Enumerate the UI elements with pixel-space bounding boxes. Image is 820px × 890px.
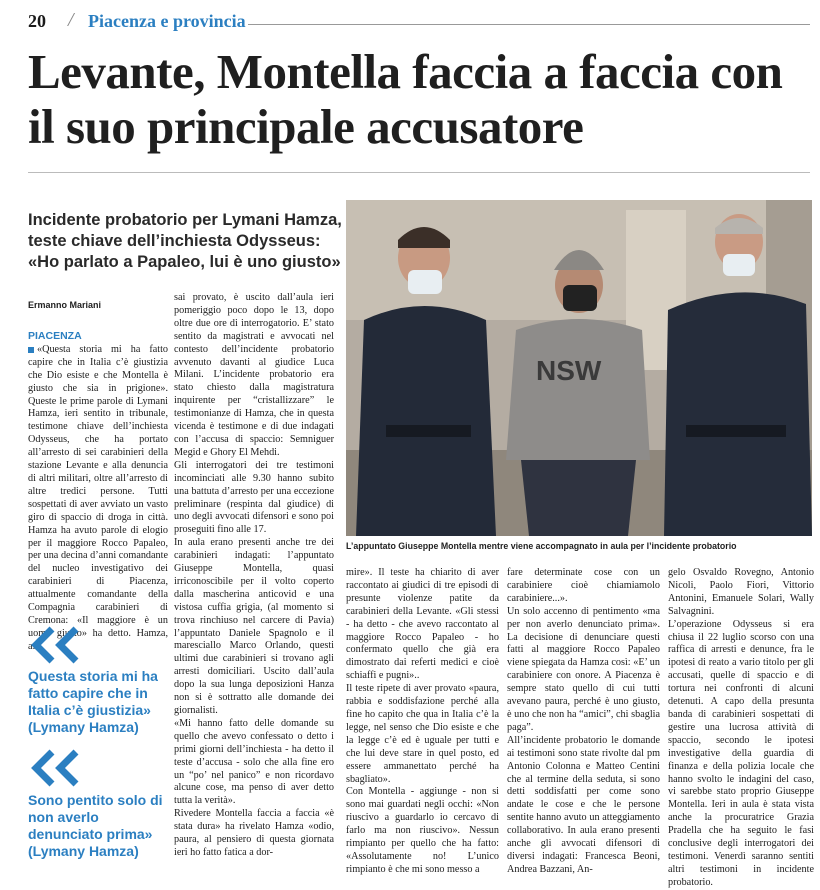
page-number: 20 <box>28 11 46 31</box>
article-body-3c: Con Montella - aggiunge - non si sono mai guardati negli occhi: «Non riuscivo a guardarlo io cercavo di farlo ma non riuscivo». Nessun rimpianto per quello che ha fatto: «Assolutamente no! L’unico rimpianto è che mi sono messo a <box>346 786 499 875</box>
page-header <box>28 8 810 34</box>
article-column-1 <box>28 330 168 654</box>
section-name: Piacenza e provincia <box>88 11 246 31</box>
quote-mark-icon <box>30 625 90 665</box>
article-body-5a: gelo Osvaldo Rovegno, Antonio Nicoli, Paolo Fiori, Vittorio Antonini, Emanuele Solari, Wally Salvagnini. <box>668 567 814 617</box>
dateline-place: PIACENZA <box>28 330 82 342</box>
article-column-5 <box>668 567 814 890</box>
article-body-5b: L’operazione Odysseus si era chiusa il 22 luglio scorso con una raffica di arresti e denunce, fra le ipotesi di reato a vario titolo per gli accusati, quelle di spaccio e di tortura nei confronti di alcuni detenuti. A capo della presunta banda di carabinieri sospettati di gestire una lucrosa attività di spaccio, secondo le ipotesi investigative della guardia di finanza e della polizia locale che hanno svolto le indagini del caso, vi sarebbe stato proprio Giuseppe Montella. Ieri in aula è stata vista anche la procuratrice Grazia Pradella che ha seguito le fasi conclusive degli interrogatori dei testimoni. Venerdì saranno sentiti altri testimoni in incidente probatorio. <box>668 618 814 888</box>
article-column-2 <box>174 292 334 860</box>
article-body-2c: In aula erano presenti anche tre dei carabinieri indagati: l’appuntato Giuseppe Montella, quasi irriconoscibile per il volto coperto dalla mascherina anticovid e una vistosa cuffia grigia, (al momento si trova rinchiuso nel carcere di Pavia) l’appuntato Daniele Spagnolo e il maresciallo Marco Orlando, questi ultimi due carabinieri si trovano agli arresti domiciliari. Uscito dall’aula dopo la sua lunga deposizioni Hanza non si è sottratto alle domande dei giornalisti. <box>174 537 334 716</box>
svg-text:NSW: NSW <box>536 355 602 386</box>
article-body-2e: Rivedere Montella faccia a faccia «è stata dura» ha rivelato Hamza «odio, paura, al pensiero di questa giornata ieri ho fatto fatica a dor- <box>174 808 334 858</box>
article-column-3 <box>346 567 499 877</box>
article-body-2d: «Mi hanno fatto delle domande su quello che avevo confessato o detto i primi giorni dell’inchiesta - ha detto il teste d’accusa - solo che alla fine ero un “po’ nel panico” e non ricordavo alcune cose, ma penso di aver detto tutta la verità». <box>174 717 334 807</box>
headline: Levante, Montella faccia a faccia con il suo principale accusatore <box>28 44 783 154</box>
article-column-4 <box>507 567 660 877</box>
subheadline: Incidente probatorio per Lymani Hamza, teste chiave dell’inchiesta Odysseus: «Ho parlato a Papaleo, lui è uno giusto» <box>28 211 342 271</box>
pull-quote-2: Sono pentito solo di non averlo denunciato prima» (Lymany Hamza) <box>28 792 163 859</box>
pull-quote-1: Questa storia mi ha fatto capire che in Italia c’è giustizia» (Lymany Hamza) <box>28 668 158 735</box>
article-photo <box>346 200 812 536</box>
bullet-icon <box>28 347 34 353</box>
header-slash: / <box>68 9 74 31</box>
article-body-4a: fare determinate cose con un carabiniere cioè chiamiamolo carabiniere...». <box>507 567 660 604</box>
article-body-2a: sai provato, è uscito dall’aula ieri pomeriggio poco dopo le 13, dopo oltre due ore di interrogatorio. E’ stato sentito da magistrati e avvocati nel contesto dell’incidente probatorio avvenuto davanti al giudice Luca Milani. L’incidente probatorio era stato chiesto dalla magistratura inquirente per “cristallizzare” le testimonianze di Hamza, che in questa vicenda è testimone e di due indagati con l’accusa di spaccio: Semniguer Megid e Ghory El Mehdi. <box>174 292 334 458</box>
article-body-1: «Questa storia mi ha fatto capire che in Italia c’è giustizia che Dio esiste e che Montella è giusto che sia in prigione». Queste le prime parole di Lymani Hamza, ieri sentito in tribunale, testimone chiave dell’inchiesta Odysseus, che ha portato all’arresto di sei carabinieri della stazione Levante e alla denuncia di altri militari, oltre all’arresto di altre tredici persone. Tutti sospettati di aver avviato un vasto giro di spaccio di droga in città. Hamza ha avuto parole di elogio per il maggiore Rocco Papaleo, per una decina d’anni comandante del nucleo investigativo dei carabinieri di Piacenza, attualmente comandante della Compagnia carabinieri di Cremona: «Il maggiore è un uomo giusto» ha detto. Hamza, as- <box>28 343 168 652</box>
article-body-4c: All’incidente probatorio le domande ai testimoni sono state rivolte dal pm Antonio Colonna e Matteo Centini che al termine della seduta, si sono detti soddisfatti per come sono andate le cose e che le persone sentite hanno avuto un atteggiamento collaborativo. In aula erano presenti anche gli avvocati difensori di diversi indagati: Francesca Beoni, Andrea Bazzani, An- <box>507 734 660 875</box>
photo-caption: L’appuntato Giuseppe Montella mentre viene accompagnato in aula per l’incidente probatorio <box>346 541 737 551</box>
article-body-3b: Il teste ripete di aver provato «paura, rabbia e soddisfazione perché alla fine ho capito che qua in Italia c’è la legge, nel senso che Dio esiste e che la legge c’è ed è uguale per tutti e che lui deve stare in quel posto, ed essere ammanettato perché ha sbagliato». <box>346 683 499 785</box>
article-body-4b: Un solo accenno di pentimento «ma per non averlo denunciato prima». La decisione di denunciare questi fatti al maggiore Rocco Papaleo viene spiegata da Hamza così: «E’ un carabiniere con onore. A Piacenza è sempre stato quello di cui tutti avevano paura, perché è uno giusto, è uno che non ha “amici”, chi sbaglia paga”. <box>507 605 660 733</box>
photo-illustration <box>346 200 812 536</box>
header-rule <box>248 24 810 25</box>
article-body-3a: mire». Il teste ha chiarito di aver raccontato ai giudici di tre episodi di presunte violenze patite da carabinieri della Levante. «Gli stessi - ha detto - che avevo raccontato al maggiore Rocco Papaleo - ho confermato quello che già era dimostrato dai referti medici e cioè schiaffi e pugni».. <box>346 567 499 682</box>
author-byline: Ermanno Mariani <box>28 300 102 310</box>
quote-mark-icon <box>30 748 90 788</box>
title-divider <box>28 172 810 173</box>
article-body-2b: Gli interrogatori dei tre testimoni incominciati alle 9.30 hanno subito una battuta d’arresto per una eccezione preliminare (respinta dal giudice) di uno degli avvocati difensori e sono poi proseguiti fino alle 17. <box>174 459 334 536</box>
